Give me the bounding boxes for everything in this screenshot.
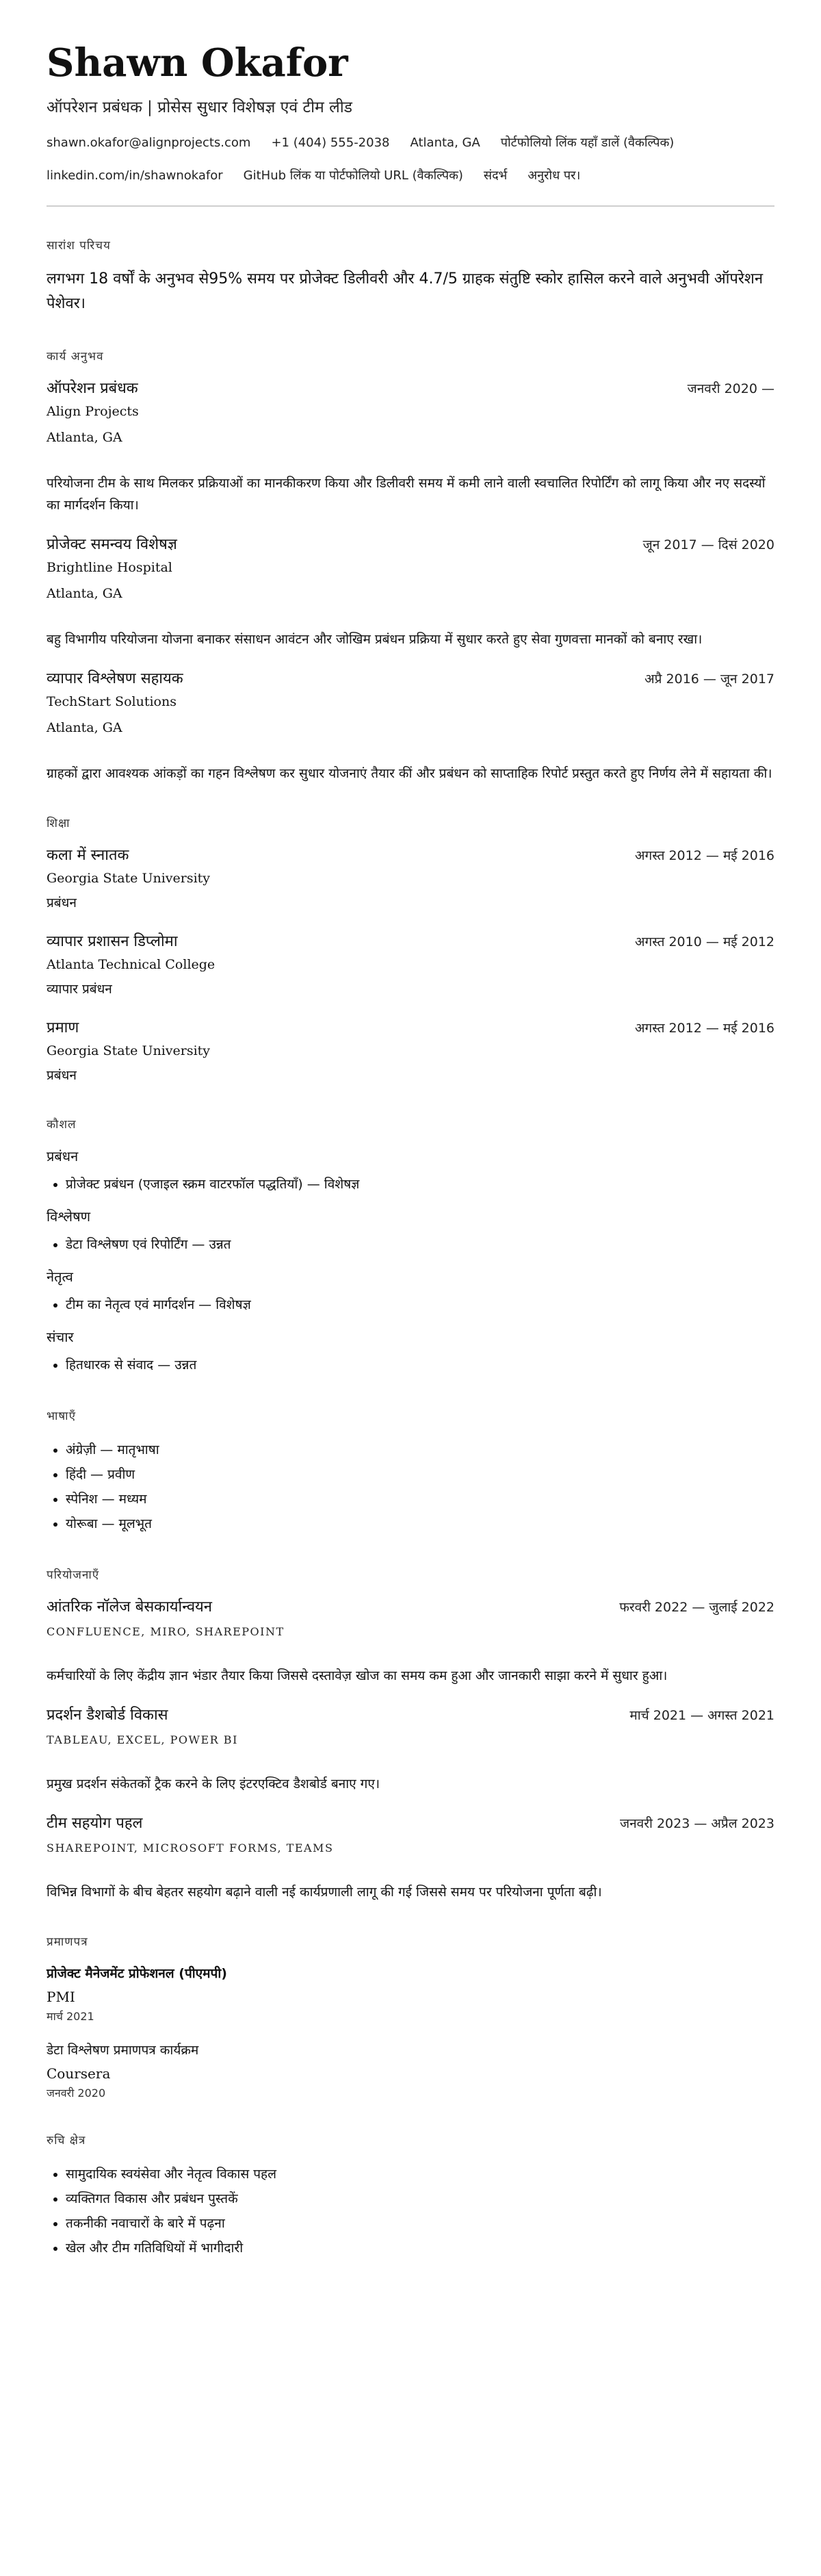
education-entry bbox=[47, 845, 774, 913]
list-item: • हितधारक से संवाद — उन्नत bbox=[66, 1353, 774, 1377]
linkedin-link[interactable]: linkedin.com/in/shawnokafor bbox=[47, 168, 223, 183]
job-location: Atlanta, GA bbox=[47, 586, 122, 601]
skill-group-title: विश्लेषण bbox=[47, 1208, 91, 1225]
skills-section bbox=[47, 1116, 774, 1377]
field-of-study: व्यापार प्रबंधन bbox=[47, 982, 112, 997]
contact-phone[interactable]: +1 (404) 555-2038 bbox=[271, 136, 390, 150]
job-title: व्यापार विश्लेषण सहायक bbox=[47, 670, 183, 687]
education-entry bbox=[47, 1017, 774, 1086]
interest-list bbox=[47, 2162, 774, 2260]
institution-name: Georgia State University bbox=[47, 1043, 211, 1058]
project-dates: फरवरी 2022 — जुलाई 2022 bbox=[619, 1600, 774, 1615]
section-heading: परियोजनाएँ bbox=[47, 1568, 100, 1582]
section-heading: शिक्षा bbox=[47, 817, 70, 830]
experience-entry bbox=[47, 534, 774, 650]
list-item: • सामुदायिक स्वयंसेवा और नेतृत्व विकास पहल bbox=[66, 2162, 774, 2186]
job-dates: अप्रै 2016 — जून 2017 bbox=[644, 672, 774, 687]
job-description: बहु विभागीय परियोजना योजना बनाकर संसाधन आवंटन और जोखिम प्रबंधन प्रक्रिया में सुधार करते हुए सेवा गुणवत्ता मानकों को बनाए रखा। bbox=[47, 632, 703, 647]
project-dates: जनवरी 2023 — अप्रैल 2023 bbox=[620, 1816, 774, 1831]
contact-links bbox=[47, 166, 774, 186]
skill-list bbox=[47, 1232, 774, 1257]
education-entry bbox=[47, 931, 774, 999]
job-description: ग्राहकों द्वारा आवश्यक आंकड़ों का गहन विश्लेषण कर सुधार योजनाएं तैयार कीं और प्रबंधन को साप्ताहिक रिपोर्ट प्रस्तुत करते हुए निर्णय लेने में सहायता की। bbox=[47, 766, 772, 781]
section-heading: कार्य अनुभव bbox=[47, 350, 104, 364]
project-description: विभिन्न विभागों के बीच बेहतर सहयोग बढ़ाने वाली नई कार्यप्रणाली लागू की गई जिससे समय पर परियोजना पूर्णता बढ़ी। bbox=[47, 1885, 602, 1900]
section-heading: सारांश परिचय bbox=[47, 239, 111, 253]
list-item: • अंग्रेज़ी — मातृभाषा bbox=[66, 1438, 774, 1462]
job-employer: TechStart Solutions bbox=[47, 694, 177, 709]
education-section bbox=[47, 815, 774, 1086]
certifications-section bbox=[47, 1933, 774, 2102]
degree-dates: अगस्त 2012 — मई 2016 bbox=[635, 1021, 774, 1036]
job-dates: जनवरी 2020 — bbox=[687, 381, 774, 396]
contact-portfolio: पोर्टफोलियो लिंक यहाँ डालें (वैकल्पिक) bbox=[500, 136, 675, 150]
project-description: कर्मचारियों के लिए केंद्रीय ज्ञान भंडार तैयार किया जिससे दस्तावेज़ खोज का समय कम हुआ और जानकारी साझा करने में सुधार हुआ। bbox=[47, 1668, 668, 1683]
certification-date: मार्च 2021 bbox=[47, 2010, 94, 2023]
degree-title: व्यापार प्रशासन डिप्लोमा bbox=[47, 933, 178, 950]
field-of-study: प्रबंधन bbox=[47, 1068, 77, 1083]
section-heading: प्रमाणपत्र bbox=[47, 1935, 88, 1949]
skill-group-title: संचार bbox=[47, 1329, 74, 1345]
certification-issuer: Coursera bbox=[47, 2065, 111, 2082]
resume-header bbox=[47, 38, 774, 186]
degree-title: कला में स्नातक bbox=[47, 847, 129, 864]
list-item: • तकनीकी नवाचारों के बारे में पढ़ना bbox=[66, 2211, 774, 2236]
job-title: प्रोजेक्ट समन्वय विशेषज्ञ bbox=[47, 536, 177, 553]
project-title: आंतरिक नॉलेज बेसकार्यान्वयन bbox=[47, 1598, 213, 1616]
certification-title: प्रोजेक्ट मैनेजमेंट प्रोफेशनल (पीएमपी) bbox=[47, 1966, 227, 1981]
certification-date: जनवरी 2020 bbox=[47, 2087, 106, 2100]
candidate-headline: ऑपरेशन प्रबंधक | प्रोसेस सुधार विशेषज्ञ एवं टीम लीड bbox=[47, 99, 352, 116]
skill-list bbox=[47, 1292, 774, 1317]
projects-section bbox=[47, 1566, 774, 1903]
project-entry bbox=[47, 1705, 774, 1795]
contact-email[interactable]: shawn.okafor@alignprojects.com bbox=[47, 136, 251, 150]
job-dates: जून 2017 — दिसं 2020 bbox=[642, 537, 774, 552]
skill-group-title: नेतृत्व bbox=[47, 1268, 73, 1285]
language-list bbox=[47, 1438, 774, 1536]
references-label: संदर्भ bbox=[483, 168, 508, 183]
degree-title: प्रमाण bbox=[47, 1019, 79, 1036]
institution-name: Georgia State University bbox=[47, 871, 211, 886]
project-tech: TABLEAU, EXCEL, POWER BI bbox=[47, 1733, 238, 1746]
job-employer: Align Projects bbox=[47, 404, 139, 419]
section-heading: रुचि क्षेत्र bbox=[47, 2134, 86, 2147]
institution-name: Atlanta Technical College bbox=[47, 957, 216, 972]
project-entry bbox=[47, 1596, 774, 1687]
skill-group-title: प्रबंधन bbox=[47, 1148, 79, 1164]
job-description: परियोजना टीम के साथ मिलकर प्रक्रियाओं का मानकीकरण किया और डिलीवरी समय में कमी लाने वाली स्वचालित रिपोर्टिंग को लागू किया और नए सदस्यों का मार्गदर्शन किया। bbox=[47, 476, 766, 513]
section-heading: भाषाएँ bbox=[47, 1410, 76, 1423]
interests-section bbox=[47, 2132, 774, 2260]
experience-entry bbox=[47, 378, 774, 516]
list-item: • खेल और टीम गतिविधियों में भागीदारी bbox=[66, 2236, 774, 2260]
project-title: प्रदर्शन डैशबोर्ड विकास bbox=[47, 1707, 168, 1724]
certification-entry bbox=[47, 2040, 774, 2102]
section-heading: कौशल bbox=[47, 1118, 77, 1132]
skill-list bbox=[47, 1353, 774, 1377]
summary-section bbox=[47, 237, 774, 316]
list-item: • स्पेनिश — मध्यम bbox=[66, 1487, 774, 1512]
project-tech: CONFLUENCE, MIRO, SHAREPOINT bbox=[47, 1625, 285, 1638]
project-title: टीम सहयोग पहल bbox=[47, 1815, 143, 1832]
list-item: • व्यक्तिगत विकास और प्रबंधन पुस्तकें bbox=[66, 2186, 774, 2211]
project-tech: SHAREPOINT, MICROSOFT FORMS, TEAMS bbox=[47, 1841, 334, 1854]
job-location: Atlanta, GA bbox=[47, 720, 122, 735]
project-description: प्रमुख प्रदर्शन संकेतकों ट्रैक करने के लिए इंटरएक्टिव डैशबोर्ड बनाए गए। bbox=[47, 1776, 380, 1791]
certification-issuer: PMI bbox=[47, 1989, 75, 2005]
project-dates: मार्च 2021 — अगस्त 2021 bbox=[629, 1708, 774, 1723]
list-item: • डेटा विश्लेषण एवं रिपोर्टिंग — उन्नत bbox=[66, 1232, 774, 1257]
certification-entry bbox=[47, 1963, 774, 2025]
field-of-study: प्रबंधन bbox=[47, 895, 77, 910]
candidate-name: Shawn Okafor bbox=[47, 40, 348, 86]
list-item: • प्रोजेक्ट प्रबंधन (एजाइल स्क्रम वाटरफॉल पद्धतियाँ) — विशेषज्ञ bbox=[66, 1172, 774, 1197]
references-note: अनुरोध पर। bbox=[527, 168, 581, 183]
project-entry bbox=[47, 1813, 774, 1903]
experience-entry bbox=[47, 668, 774, 785]
degree-dates: अगस्त 2012 — मई 2016 bbox=[635, 848, 774, 863]
job-employer: Brightline Hospital bbox=[47, 560, 172, 575]
experience-section bbox=[47, 348, 774, 785]
certification-title: डेटा विश्लेषण प्रमाणपत्र कार्यक्रम bbox=[47, 2043, 199, 2058]
degree-dates: अगस्त 2010 — मई 2012 bbox=[635, 934, 774, 949]
contact-location: Atlanta, GA bbox=[410, 136, 480, 150]
list-item: • टीम का नेतृत्व एवं मार्गदर्शन — विशेषज्ञ bbox=[66, 1292, 774, 1317]
job-location: Atlanta, GA bbox=[47, 430, 122, 445]
contact-info bbox=[47, 133, 774, 153]
languages-section bbox=[47, 1407, 774, 1536]
list-item: • हिंदी — प्रवीण bbox=[66, 1462, 774, 1487]
job-title: ऑपरेशन प्रबंधक bbox=[47, 380, 138, 397]
github-link: GitHub लिंक या पोर्टफोलियो URL (वैकल्पिक) bbox=[243, 168, 463, 183]
header-divider bbox=[47, 205, 774, 207]
skill-list bbox=[47, 1172, 774, 1197]
list-item: • योरूबा — मूलभूत bbox=[66, 1512, 774, 1536]
summary-text: लगभग 18 वर्षों के अनुभव से95% समय पर प्रोजेक्ट डिलीवरी और 4.7/5 ग्राहक संतुष्टि स्कोर हासिल करने वाले अनुभवी ऑपरेशन पेशेवर। bbox=[47, 270, 764, 312]
